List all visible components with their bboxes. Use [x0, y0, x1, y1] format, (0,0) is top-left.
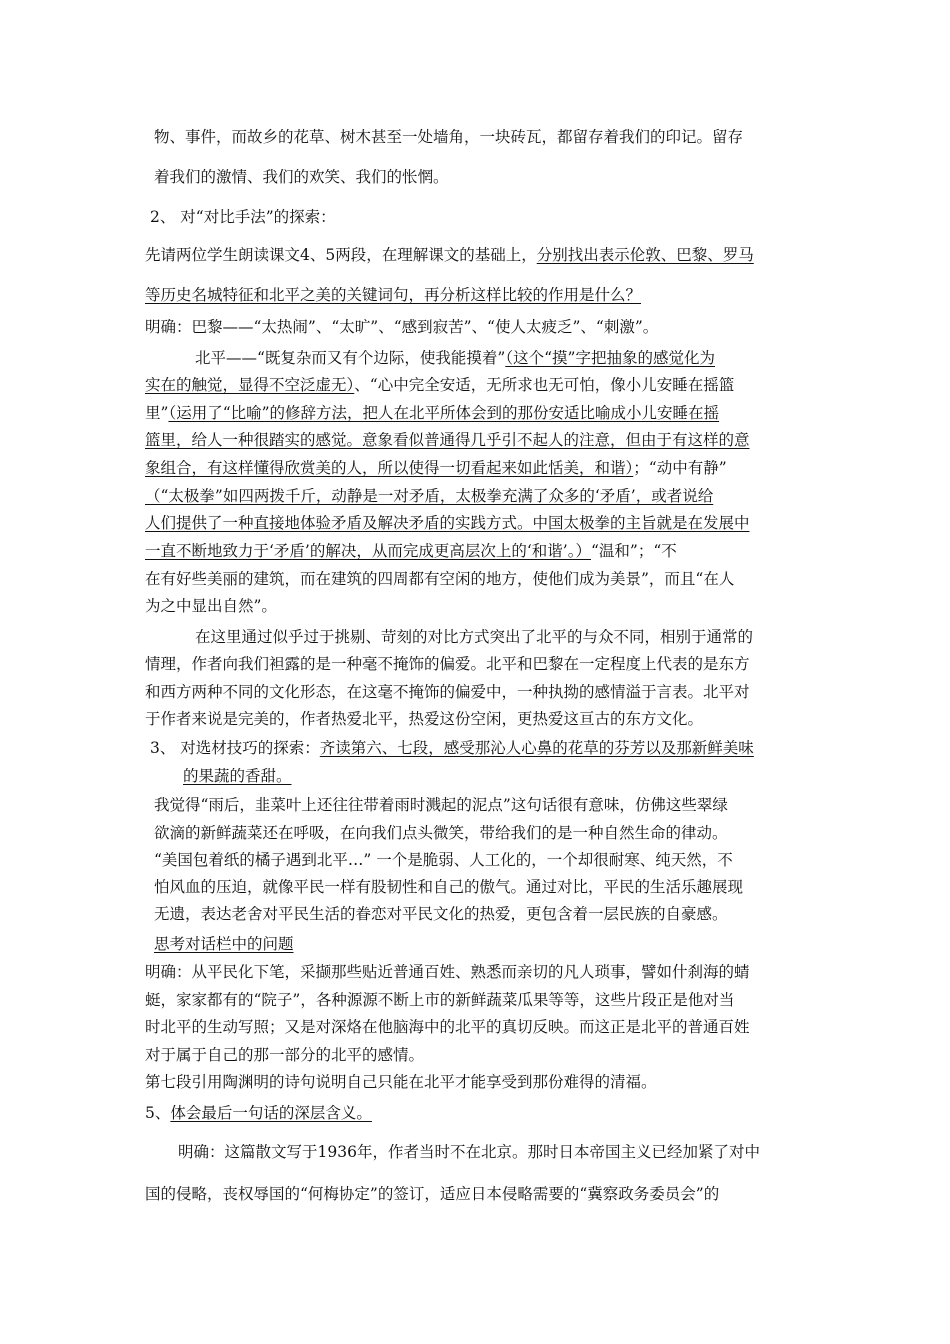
text-line: 北平——“既复杂而又有个边际，使我能摸着”（这个“摸”字把抽象的感觉化为 — [195, 349, 715, 367]
text-line: 对于属于自己的那一部分的北平的感情。 — [145, 1046, 425, 1064]
text-line: 象组合，有这样懂得欣赏美的人，所以使得一切看起来如此恬美，和谐）；“动中有静” — [145, 459, 727, 477]
text-line: 国的侵略，丧权辱国的“何梅协定”的签订，适应日本侵略需要的“冀察政务委员会”的 — [145, 1185, 720, 1203]
underlined-task: 的果蔬的香甜。 — [183, 767, 292, 785]
text-line: 先请两位学生朗读课文4、5两段，在理解课文的基础上，分别找出表示伦敦、巴黎、罗马 — [145, 246, 754, 264]
text-line: 实在的触觉，显得不空泛虚无）、“心中完全安适，无所求也无可怕，像小儿安睡在摇篮 — [145, 376, 735, 394]
text-line: 于作者来说是完美的，作者热爱北平，热爱这份空闲，更热爱这亘古的东方文化。 — [145, 710, 704, 728]
answer-line: 明确：这篇散文写于1936年，作者当时不在北京。那时日本帝国主义已经加紧了对中 — [178, 1143, 760, 1161]
underlined-note: （“太极拳”如四两拨千斤，动静是一对矛盾，太极拳充满了众多的‘矛盾’，或者说给 — [145, 487, 714, 505]
text-line: 我觉得“雨后，韭菜叶上还往往带着雨时溅起的泥点”这句话很有意味，仿佛这些翠绿 — [154, 796, 728, 814]
underlined-note: 篮里，给人一种很踏实的感觉。意象看似普通得几乎引不起人的注意，但由于有这样的意 — [145, 431, 750, 449]
text-line: 在这里通过似乎过于挑剔、苛刻的对比方式突出了北平的与众不同，相别于通常的 — [195, 628, 754, 646]
underlined-note: （这个“摸”字把抽象的感觉化为 — [505, 349, 715, 367]
text-line: 情理，作者向我们袒露的是一种毫不掩饰的偏爱。北平和巴黎在一定程度上代表的是东方 — [145, 655, 750, 673]
section-heading: 3、 对选材技巧的探索：齐读第六、七段，感受那沁人心鼻的花草的芬芳以及那新鲜美味 — [150, 739, 754, 757]
underlined-heading: 体会最后一句话的深层含义。 — [170, 1104, 372, 1122]
text-line: 着我们的激情、我们的欢笑、我们的怅惘。 — [154, 168, 449, 186]
underlined-note: 人们提供了一种直接地体验矛盾及解决矛盾的实践方式。中国太极拳的主旨就是在发展中 — [145, 514, 750, 532]
text-line: 为之中显出自然”。 — [145, 597, 277, 615]
underlined-note: 象组合，有这样懂得欣赏美的人，所以使得一切看起来如此恬美，和谐） — [145, 459, 634, 477]
text-line: 蜓，家家都有的“院子”，各种源源不断上市的新鲜蔬菜瓜果等等，这些片段正是他对当 — [145, 991, 735, 1009]
text-line: 在有好些美丽的建筑，而在建筑的四周都有空闲的地方，使他们成为美景”，而且“在人 — [145, 570, 735, 588]
underlined-question: 等历史名城特征和北平之美的关键词句，再分析这样比较的作用是什么？ — [145, 286, 642, 304]
text-line: 第七段引用陶渊明的诗句说明自己只能在北平才能享受到那份难得的清福。 — [145, 1073, 657, 1091]
underlined-note: 一直不断地致力于‘矛盾’的解决，从而完成更高层次上的‘和谐’。） — [145, 542, 591, 560]
answer-line: 明确：巴黎——“太热闹”、“太旷”、“感到寂苦”、“使人太疲乏”、“刺激”。 — [145, 318, 659, 336]
text-line: 里”（运用了“比喻”的修辞方法，把人在北平所体会到的那份安适比喻成小儿安睡在摇 — [145, 404, 720, 422]
text-line: 时北平的生动写照；又是对深烙在他脑海中的北平的真切反映。而这正是北平的普通百姓 — [145, 1018, 750, 1036]
text-line: 和西方两种不同的文化形态，在这毫不掩饰的偏爱中，一种执拗的感情溢于言表。北平对 — [145, 683, 750, 701]
section-heading: 2、 对“对比手法”的探索： — [150, 208, 336, 226]
text-line: 无遗，表达老舍对平民生活的眷恋对平民文化的热爱，更包含着一层民族的自豪感。 — [154, 905, 728, 923]
underlined-question: 分别找出表示伦敦、巴黎、罗马 — [536, 246, 754, 264]
text-line: 一直不断地致力于‘矛盾’的解决，从而完成更高层次上的‘和谐’。）“温和”；“不 — [145, 542, 677, 560]
underlined-heading: 思考对话栏中的问题 — [154, 935, 294, 953]
text-line: 欲滴的新鲜蔬菜还在呼吸，在向我们点头微笑，带给我们的是一种自然生命的律动。 — [154, 824, 728, 842]
text-line: 怕风血的压迫，就像平民一样有股韧性和自己的傲气。通过对比，平民的生活乐趣展现 — [154, 878, 744, 896]
underlined-note: 实在的触觉，显得不空泛虚无） — [145, 376, 355, 394]
text-line: “美国包着纸的橘子遇到北平…” 一个是脆弱、人工化的，一个却很耐寒、纯天然，不 — [154, 851, 733, 869]
underlined-task: 齐读第六、七段，感受那沁人心鼻的花草的芬芳以及那新鲜美味 — [319, 739, 754, 757]
section-heading: 5、体会最后一句话的深层含义。 — [145, 1104, 372, 1122]
underlined-note: （运用了“比喻”的修辞方法，把人在北平所体会到的那份安适比喻成小儿安睡在摇 — [168, 404, 720, 422]
answer-line: 明确：从平民化下笔，采撷那些贴近普通百姓、熟悉而亲切的凡人琐事，譬如什刹海的蜻 — [145, 963, 750, 981]
text-line: 物、事件，而故乡的花草、树木甚至一处墙角，一块砖瓦，都留存着我们的印记。留存 — [154, 128, 744, 146]
